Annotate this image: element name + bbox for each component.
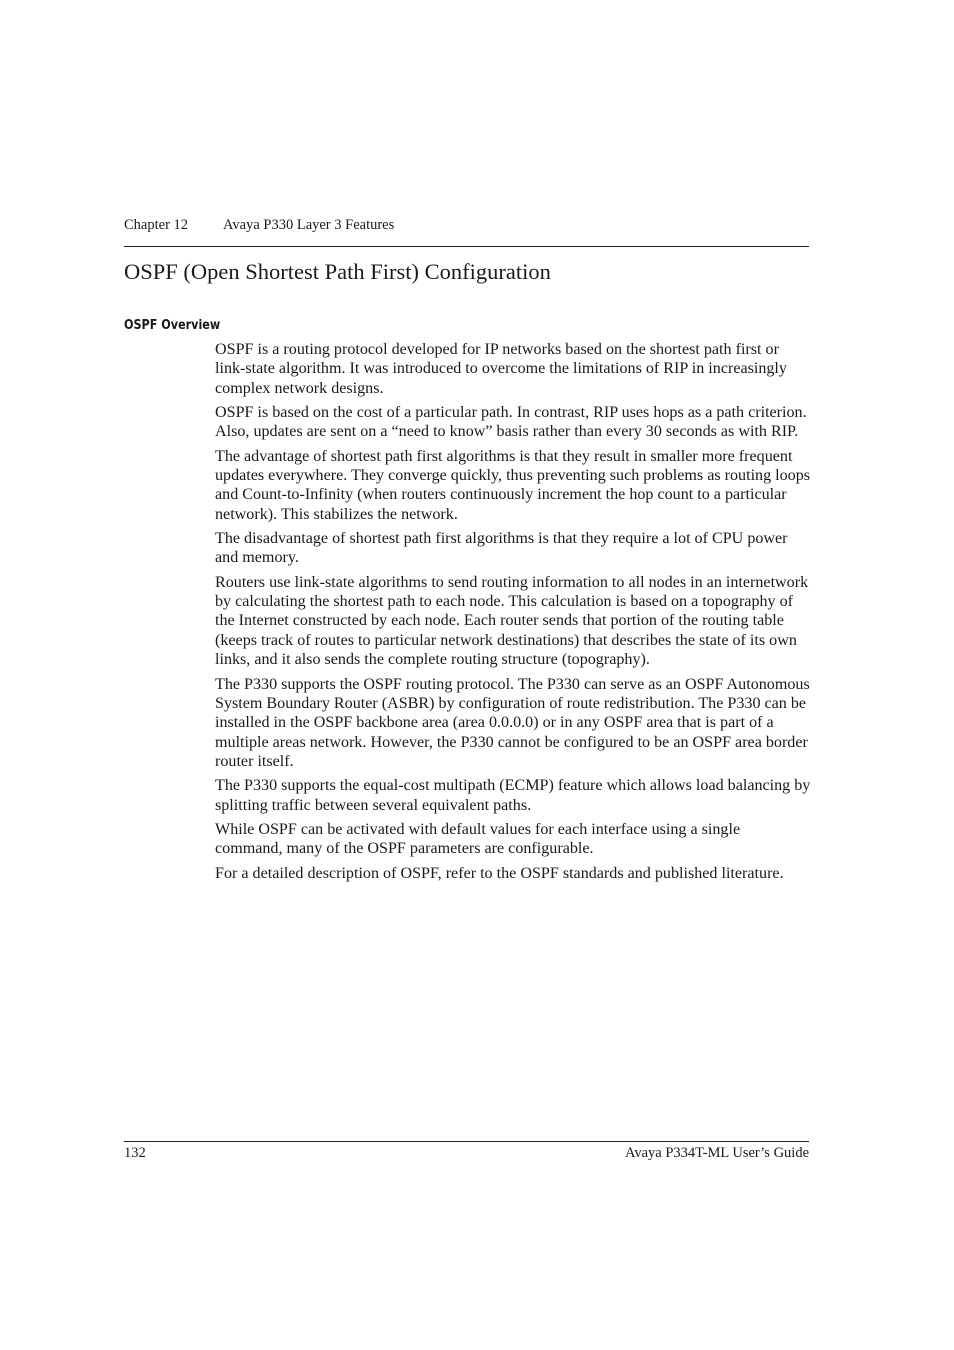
paragraph: The disadvantage of shortest path first algorithms is that they require a lot of CPU power and memory. [215,530,788,567]
paragraph: The advantage of shortest path first algorithms is that they result in smaller more frequent updates everywhere. They converge quickly, thus preventing such problems as routing loops and Count-to-Infinity (when routers continuously increment the hop count to a particular network). This stabilizes the network. [215,447,811,523]
paragraph: While OSPF can be activated with default values for each interface using a single command, many of the OSPF parameters are configurable. [215,820,741,858]
subsection-title: OSPF Overview [124,318,221,333]
section-title: OSPF (Open Shortest Path First) Configuration [124,259,551,284]
page-footer [124,1144,809,1162]
running-header [124,216,808,234]
body-text [215,340,811,888]
chapter-title: Avaya P330 Layer 3 Features [223,217,395,233]
footer-divider [124,1141,809,1142]
paragraph: OSPF is based on the cost of a particular path. In contrast, RIP uses hops as a path criterion. Also, updates are sent on a “need to know” basis rather than every 30 seconds as with RIP. [215,404,807,441]
header-divider [124,246,809,247]
chapter-number: Chapter 12 [124,217,189,233]
paragraph: Routers use link-state algorithms to send routing information to all nodes in an internetwork by calculating the shortest path to each node. This calculation is based on a topography of the Internet constructed by each node. Each router sends that portion of the routing table (keeps track of routes to particular network destinations) that describes the state of its own links, and it also sends the complete routing structure (topography). [215,573,809,669]
paragraph: OSPF is a routing protocol developed for IP networks based on the shortest path first or link-state algorithm. It was introduced to overcome the limitations of RIP in increasingly complex network designs. [215,341,787,397]
paragraph: For a detailed description of OSPF, refer to the OSPF standards and published literature. [215,864,784,882]
paragraph: The P330 supports the OSPF routing protocol. The P330 can serve as an OSPF Autonomous System Boundary Router (ASBR) by configuration of route redistribution. The P330 can be installed in the OSPF backbone area (area 0.0.0.0) or in any OSPF area that is part of a multiple areas network. However, the P330 cannot be configured to be an OSPF area border router itself. [215,675,810,770]
guide-title: Avaya P334T-ML User’s Guide [624,1145,809,1161]
page-number: 132 [124,1145,146,1161]
paragraph: The P330 supports the equal-cost multipath (ECMP) feature which allows load balancing by splitting traffic between several equivalent paths. [215,777,811,814]
